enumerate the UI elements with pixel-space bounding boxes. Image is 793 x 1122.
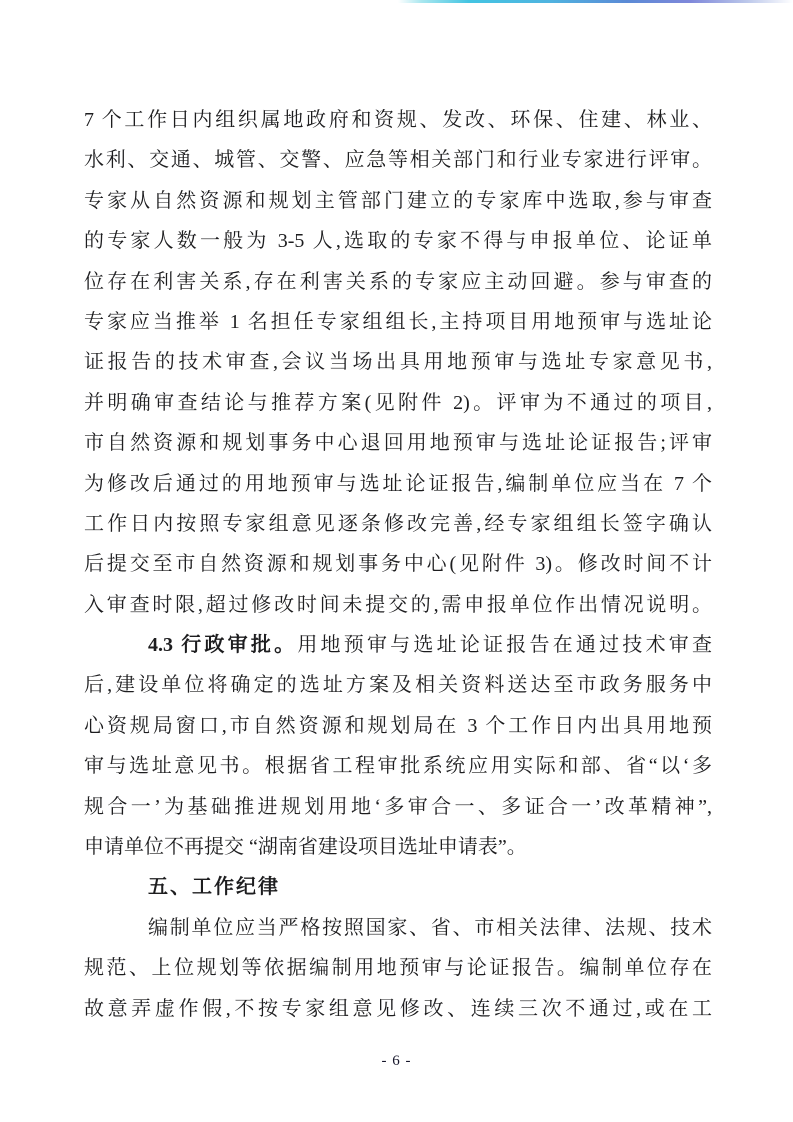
text-line: 市自然资源和规划事务中心退回用地预审与选址论证报告;评审	[84, 432, 712, 455]
text-line: 专家应当推举 1 名担任专家组组长,主持项目用地预审与选址论	[84, 310, 712, 333]
text-line: 故意弄虚作假,不按专家组意见修改、连续三次不通过,或在工	[84, 997, 712, 1020]
text-line: 为修改后通过的用地预审与选址论证报告,编制单位应当在 7 个	[84, 472, 712, 495]
document-body	[84, 100, 712, 1029]
text-line: 4.3 行政审批。用地预审与选址论证报告在通过技术审查	[148, 634, 712, 657]
scan-artifact-strip	[398, 0, 793, 3]
text-line: 的专家人数一般为 3-5 人,选取的专家不得与申报单位、论证单	[84, 230, 712, 253]
text-line: 水利、交通、城管、交警、应急等相关部门和行业专家进行评审。	[84, 149, 712, 172]
text-line: 工作日内按照专家组意见逐条修改完善,经专家组组长签字确认	[84, 512, 712, 535]
text-line: 规范、上位规划等依据编制用地预审与论证报告。编制单位存在	[84, 957, 712, 980]
section-heading: 五、工作纪律	[148, 876, 280, 899]
text-line: 并明确审查结论与推荐方案(见附件 2)。评审为不通过的项目,	[84, 391, 712, 414]
page-number: - 6 -	[381, 1053, 412, 1069]
text-line: 审与选址意见书。根据省工程审批系统应用实际和部、省“以‘多	[84, 755, 712, 778]
clause-label: 4.3 行政审批。	[148, 634, 298, 657]
text-line: 心资规局窗口,市自然资源和规划局在 3 个工作日内出具用地预	[84, 714, 712, 737]
text-line: 专家从自然资源和规划主管部门建立的专家库中选取,参与审查	[84, 189, 712, 212]
text-line: 证报告的技术审查,会议当场出具用地预审与选址专家意见书,	[84, 351, 712, 374]
text-line: 后提交至市自然资源和规划事务中心(见附件 3)。修改时间不计	[84, 553, 712, 576]
text-line: 申请单位不再提交 “湖南省建设项目选址申请表”。	[84, 836, 527, 859]
text-line: 规合一’为基础推进规划用地‘多审合一、多证合一’改革精神”,	[84, 795, 712, 818]
text-line: 位存在利害关系,存在利害关系的专家应主动回避。参与审查的	[84, 270, 712, 293]
text-line: 7 个工作日内组织属地政府和资规、发改、环保、住建、林业、	[84, 109, 712, 131]
text-line: 编制单位应当严格按照国家、省、市相关法律、法规、技术	[148, 916, 712, 939]
text-line: 后,建设单位将确定的选址方案及相关资料送达至市政务服务中	[84, 674, 712, 697]
text-line: 入审查时限,超过修改时间未提交的,需申报单位作出情况说明。	[84, 593, 712, 616]
